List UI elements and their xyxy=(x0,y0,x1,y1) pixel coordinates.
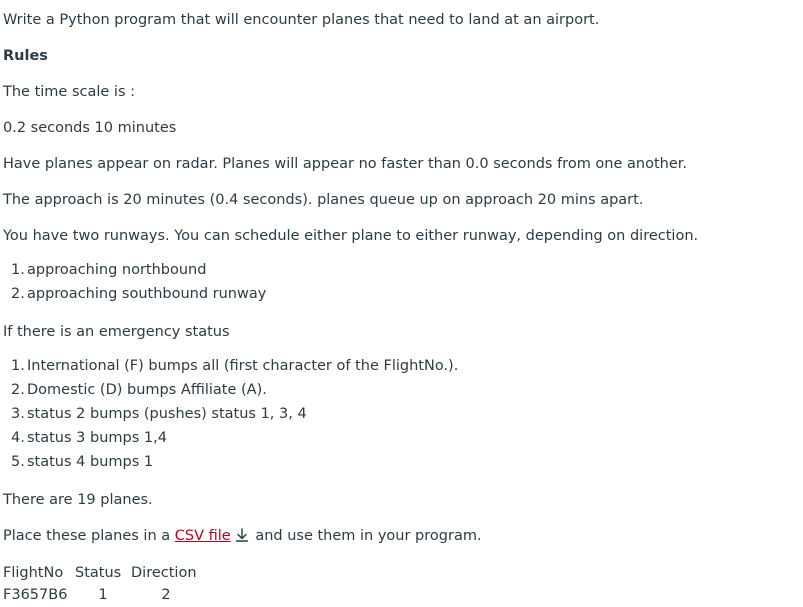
csv-text-after: and use them in your program. xyxy=(250,528,482,544)
header-flightno: FlightNo xyxy=(3,565,64,581)
list-text: Domestic (D) bumps Affiliate (A). xyxy=(27,382,267,398)
list-text: status 3 bumps 1,4 xyxy=(27,430,167,446)
list-item xyxy=(11,382,267,398)
list-item xyxy=(11,286,266,302)
runways-text: You have two runways. You can schedule either plane to either runway, depending on direction. xyxy=(3,228,699,244)
radar-text: Have planes appear on radar. Planes will appear no faster than 0.0 seconds from one another. xyxy=(3,156,687,172)
download-icon[interactable] xyxy=(235,528,249,542)
rules-heading: Rules xyxy=(3,48,48,64)
list-item xyxy=(11,358,458,374)
list-text: status 2 bumps (pushes) status 1, 3, 4 xyxy=(27,406,307,422)
emergency-text: If there is an emergency status xyxy=(3,324,230,340)
list-text: approaching southbound runway xyxy=(27,286,267,302)
list-item xyxy=(11,454,153,470)
list-text: status 4 bumps 1 xyxy=(27,454,154,470)
list-number: 3. xyxy=(11,406,25,422)
time-scale-value: 0.2 seconds 10 minutes xyxy=(3,120,177,136)
time-scale-label: The time scale is : xyxy=(3,84,135,100)
plane-count-text: There are 19 planes. xyxy=(3,492,153,508)
list-number: 1. xyxy=(11,358,25,374)
csv-file-link[interactable]: CSV file xyxy=(174,528,231,544)
planes-table xyxy=(3,562,201,606)
list-item xyxy=(11,406,307,422)
list-text: approaching northbound xyxy=(27,262,207,278)
list-number: 1. xyxy=(11,262,25,278)
header-direction: Direction xyxy=(131,565,197,581)
table-row xyxy=(3,584,201,606)
list-text: International (F) bumps all (first character of the FlightNo.). xyxy=(27,358,459,374)
cell-direction: 2 xyxy=(161,587,171,603)
csv-text-before: Place these planes in a xyxy=(3,528,175,544)
header-status: Status xyxy=(75,565,122,581)
list-item xyxy=(11,430,167,446)
csv-instruction xyxy=(3,526,482,546)
cell-status: 1 xyxy=(98,587,108,603)
approach-text: The approach is 20 minutes (0.4 seconds). planes queue up on approach 20 mins apart. xyxy=(3,192,644,208)
table-header-row xyxy=(3,562,201,584)
list-number: 2. xyxy=(11,286,25,302)
list-item xyxy=(11,262,206,278)
list-number: 5. xyxy=(11,454,25,470)
intro-text: Write a Python program that will encounter planes that need to land at an airport. xyxy=(3,12,600,28)
list-number: 2. xyxy=(11,382,25,398)
cell-flightno: F3657B6 xyxy=(3,587,68,603)
list-number: 4. xyxy=(11,430,25,446)
